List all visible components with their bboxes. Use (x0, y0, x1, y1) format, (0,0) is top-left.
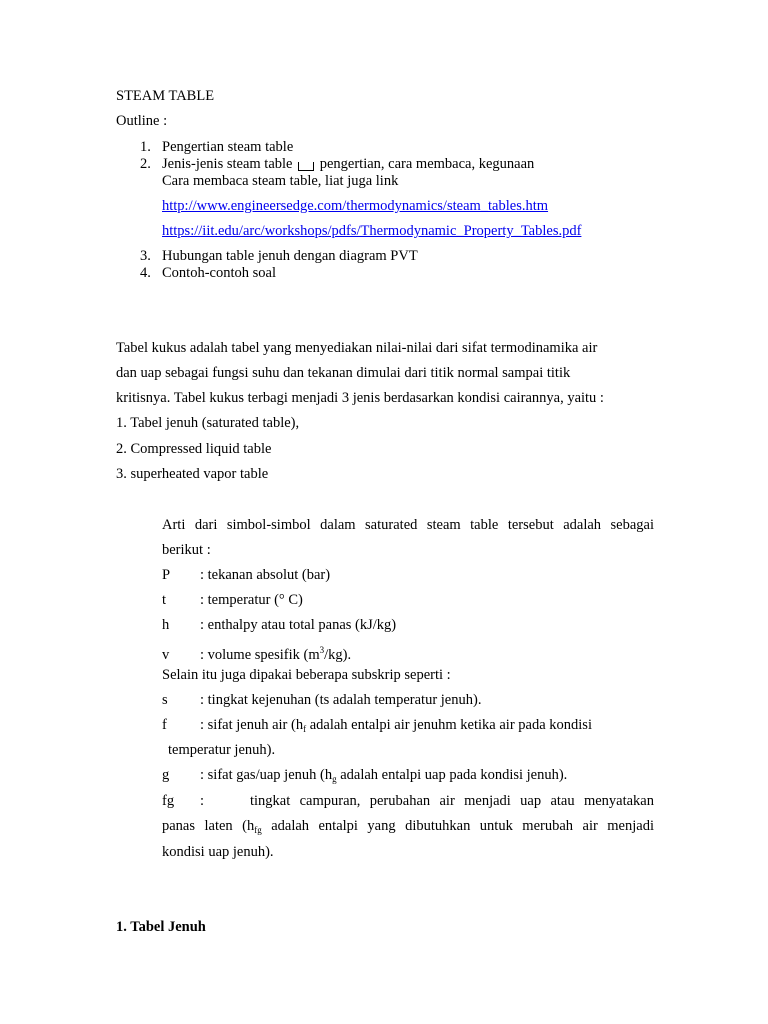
subscript-row-f-line2: temperatur jenuh). (168, 742, 276, 758)
outline-item-1 (140, 139, 293, 156)
symbol-desc: : temperatur (° C) (200, 592, 303, 608)
symbol-desc: : volume spesifik (m (200, 647, 320, 663)
intro-line-1: Tabel kukus adalah tabel yang menyediakan nilai-nilai dari sifat termodinamika air (116, 340, 598, 356)
symbol-row-v (162, 642, 351, 664)
list-text: Contoh-contoh soal (162, 265, 276, 281)
page-title: STEAM TABLE (116, 88, 215, 104)
symbol-desc: : sifat jenuh air (h (200, 717, 304, 733)
intro-list-item-3: 3. superheated vapor table (116, 466, 269, 482)
link-iit-tables[interactable]: https://iit.edu/arc/workshops/pdfs/Thermodynamic_Property_Tables.pdf (162, 223, 582, 239)
subscript: f (303, 724, 307, 734)
symbol-row-h (162, 617, 396, 634)
subscript-row-fg (162, 793, 654, 810)
section-heading: 1. Tabel Jenuh (116, 919, 206, 935)
symbol: fg (162, 793, 175, 809)
subscript-row-fg-line2 (162, 818, 654, 839)
list-text: Jenis-jenis steam table (162, 156, 293, 172)
symbol-desc-end: /kg). (324, 647, 352, 663)
symbol-desc-end: adalah entalpi air jenuhm ketika air pada kondisi (306, 717, 592, 733)
symbol-desc: panas laten (h (162, 818, 255, 834)
outline-item-2-line2: Cara membaca steam table, liat juga link (162, 173, 399, 189)
list-text: Pengertian steam table (162, 139, 294, 155)
subscript-row-g (162, 767, 567, 788)
symbol: g (162, 767, 170, 783)
subscript-intro: Selain itu juga dipakai beberapa subskrip seperti : (162, 667, 451, 683)
symbol: t (162, 592, 167, 608)
subscript-row-f (162, 717, 592, 738)
list-number: 4. (140, 265, 151, 281)
symbol: s (162, 692, 168, 708)
list-text: Hubungan table jenuh dengan diagram PVT (162, 248, 418, 264)
subscript: fg (254, 825, 262, 835)
outline-item-2 (140, 156, 534, 173)
symbol: f (162, 717, 167, 733)
bracket-symbol-icon (298, 162, 314, 171)
subscript-row-fg-line3: kondisi uap jenuh). (162, 844, 274, 860)
intro-list-item-2: 2. Compressed liquid table (116, 441, 272, 457)
list-number: 3. (140, 248, 151, 264)
outline-item-3 (140, 248, 418, 265)
link-engineersedge[interactable]: http://www.engineersedge.com/thermodynamics/steam_tables.htm (162, 198, 549, 214)
symbols-intro-line-2: berikut : (162, 542, 211, 558)
symbols-intro-line-1: Arti dari simbol-simbol dalam saturated steam table tersebut adalah sebagai (162, 517, 654, 533)
list-number: 1. (140, 139, 151, 155)
subscript-row-s (162, 692, 481, 709)
symbol-desc-end: adalah entalpi yang dibutuhkan untuk merubah air menjadi (261, 818, 654, 834)
symbol: v (162, 647, 170, 663)
list-text-continued: pengertian, cara membaca, kegunaan (319, 156, 535, 172)
outline-label: Outline : (116, 113, 168, 129)
symbol-row-p (162, 567, 330, 584)
symbol-desc: tingkat campuran, perubahan air menjadi uap atau menyatakan (250, 793, 654, 809)
symbol: P (162, 567, 171, 583)
list-number: 2. (140, 156, 151, 172)
intro-line-2: dan uap sebagai fungsi suhu dan tekanan dimulai dari titik normal sampai titik (116, 365, 571, 381)
subscript: g (332, 774, 337, 784)
symbol: h (162, 617, 170, 633)
symbol-desc-end: adalah entalpi uap pada kondisi jenuh). (336, 767, 568, 783)
intro-list-item-1: 1. Tabel jenuh (saturated table), (116, 415, 300, 431)
intro-line-3: kritisnya. Tabel kukus terbagi menjadi 3 jenis berdasarkan kondisi cairannya, yaitu : (116, 390, 604, 406)
symbol-row-t (162, 592, 303, 609)
symbol-desc: : enthalpy atau total panas (kJ/kg) (200, 617, 397, 633)
symbol-desc: : tingkat kejenuhan (ts adalah temperatur jenuh). (200, 692, 482, 708)
outline-item-4 (140, 265, 276, 282)
symbol-desc: : tekanan absolut (bar) (200, 567, 331, 583)
symbol-desc: : sifat gas/uap jenuh (h (200, 767, 333, 783)
superscript: 3 (319, 645, 325, 655)
symbol-colon: : (200, 793, 205, 809)
